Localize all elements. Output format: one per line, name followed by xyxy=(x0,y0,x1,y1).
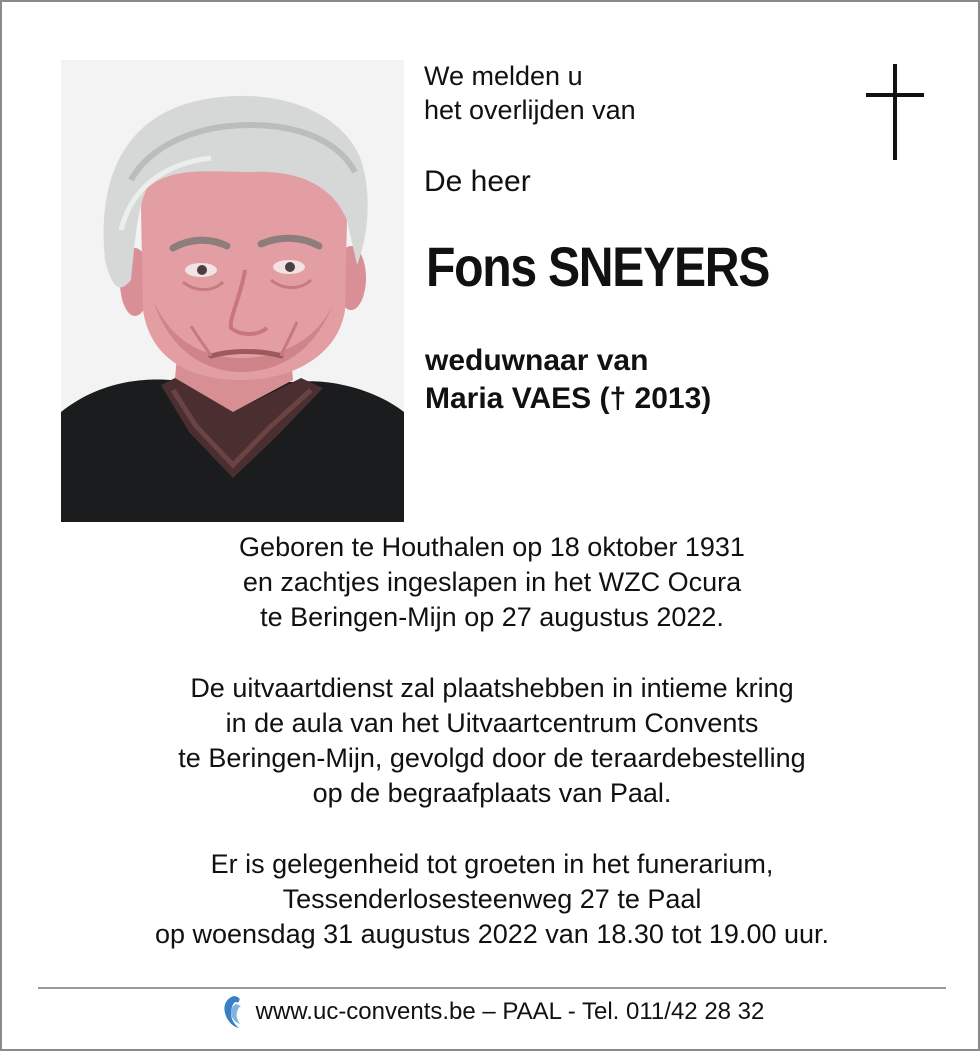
footer-contact: www.uc-convents.be – PAAL - Tel. 011/42 28 32 xyxy=(255,998,765,1025)
title-prefix: De heer xyxy=(424,165,531,198)
paragraph-line: en zachtjes ingeslapen in het WZC Ocura xyxy=(242,567,742,597)
spouse-line: Maria VAES († 2013) xyxy=(425,382,712,415)
intro-text xyxy=(424,59,636,127)
funeral-paragraph xyxy=(42,671,942,811)
funeral-home-logo-icon xyxy=(220,994,244,1030)
footer-divider xyxy=(38,987,946,989)
birth-paragraph xyxy=(42,530,942,635)
paragraph-line: op de begraafplaats van Paal. xyxy=(312,778,672,808)
paragraph-line: te Beringen-Mijn, gevolgd door de teraardebestelling xyxy=(178,743,806,773)
paragraph-line: Geboren te Houthalen op 18 oktober 1931 xyxy=(239,532,745,562)
portrait-photo xyxy=(61,60,404,522)
intro-line: We melden u xyxy=(424,61,583,91)
paragraph-line: Er is gelegenheid tot groeten in het funerarium, xyxy=(210,849,774,879)
paragraph-line: in de aula van het Uitvaartcentrum Convents xyxy=(225,708,759,738)
deceased-name: Fons SNEYERS xyxy=(426,235,770,298)
paragraph-line: Tessenderlosesteenweg 27 te Paal xyxy=(282,884,702,914)
intro-line: het overlijden van xyxy=(424,95,636,125)
visitation-paragraph xyxy=(42,847,942,952)
cross-icon xyxy=(866,64,924,160)
paragraph-line: op woensdag 31 augustus 2022 van 18.30 tot 19.00 uur. xyxy=(154,919,830,949)
paragraph-line: De uitvaartdienst zal plaatshebben in intieme kring xyxy=(190,673,794,703)
paragraph-line: te Beringen-Mijn op 27 augustus 2022. xyxy=(260,602,724,632)
spouse-info xyxy=(425,342,711,418)
spouse-line: weduwnaar van xyxy=(425,344,649,377)
footer xyxy=(2,992,980,1032)
